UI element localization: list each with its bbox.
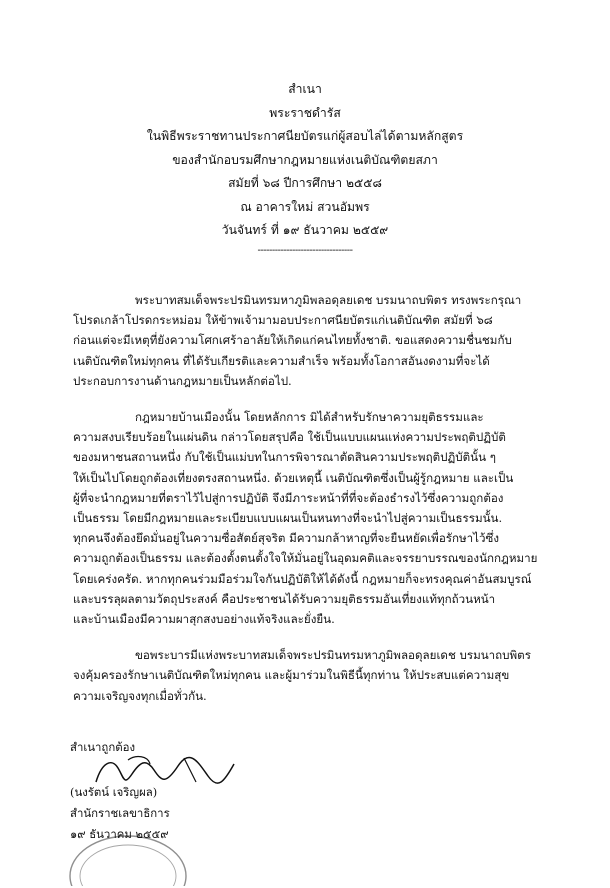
paragraph-line: ความสงบเรียบร้อยในแผ่นดิน กล่าวโดยสรุปคือ ใช้เป็นแบบแผนแห่งความประพฤติปฏิบัติ — [73, 430, 506, 445]
paragraph-line: กฎหมายบ้านเมืองนั้น โดยหลักการ มิได้สำหรับรักษาความยุติธรรมและ — [135, 410, 484, 425]
paragraph-2 — [73, 407, 551, 629]
certification-date: ๑๙ ธันวาคม ๒๕๕๙ — [70, 827, 169, 841]
paragraph-line: ทุกคนจึงต้องยึดมั่นอยู่ในความซื่อสัตย์สุจริต มีความกล้าหาญที่จะยืนหยัดเพื่อรักษาไว้ซึ่ง — [73, 531, 500, 546]
paragraph-line: และบ้านเมืองมีความผาสุกสงบอย่างแท้จริงและยั่งยืน. — [73, 612, 335, 627]
paragraph-line: โดยเคร่งครัด. หากทุกคนร่วมมือร่วมใจกันปฏิบัติให้ได้ดังนี้ กฎหมายก็จะทรงคุณค่าอันสมบูรณ์ — [73, 571, 532, 586]
header-date: วันจันทร์ ที่ ๑๙ ธันวาคม ๒๕๕๙ — [221, 223, 389, 237]
signer-office: สำนักราชเลขาธิการ — [70, 806, 170, 820]
paragraph-line: เนติบัณฑิตใหม่ทุกคน ที่ได้รับเกียรติและความสำเร็จ พร้อมทั้งโอกาสอันงดงามที่จะได้ — [73, 353, 490, 368]
header-session: สมัยที่ ๖๘ ปีการศึกษา ๒๕๕๘ — [228, 176, 382, 190]
header-ceremony: ในพิธีพระราชทานประกาศนียบัตรแก่ผู้สอบไล่ได้ตามหลักสูตร — [146, 129, 464, 143]
paragraph-line: ประกอบการงานด้านกฎหมายเป็นหลักต่อไป. — [73, 373, 292, 388]
paragraph-3 — [73, 645, 551, 706]
paragraph-1 — [73, 290, 551, 391]
paragraph-line: ผู้ที่จะนำกฎหมายที่ตราไว้ไปสู่การปฏิบัติ จึงมีภาระหน้าที่ที่จะต้องธำรงไว้ซึ่งความถูกต้อง — [73, 490, 504, 505]
certified-copy-label: สำเนาถูกต้อง — [70, 740, 136, 754]
header-copy-label: สำเนา — [288, 82, 322, 96]
header-separator: --------------------------------- — [257, 244, 353, 256]
paragraph-line: ความเจริญจงทุกเมื่อทั่วกัน. — [73, 688, 207, 703]
speech-body — [73, 290, 551, 722]
paragraph-line: จงคุ้มครองรักษาเนติบัณฑิตใหม่ทุกคน และผู้มาร่วมในพิธีนี้ทุกท่าน ให้ประสบแต่ความสุข — [73, 668, 510, 683]
document-header — [0, 78, 610, 259]
certification-block — [70, 737, 270, 845]
header-institution: ของสำนักอบรมศึกษากฎหมายแห่งเนติบัณฑิตยสภา — [172, 152, 438, 167]
signer-name: (นงรัตน์ เจริญผล) — [70, 785, 158, 799]
paragraph-line: ให้เป็นไปโดยถูกต้องเที่ยงตรงสถานหนึ่ง. ด้วยเหตุนี้ เนติบัณฑิตซึ่งเป็นผู้รู้กฎหมาย และเป็น — [73, 470, 514, 485]
paragraph-line: ขอพระบารมีแห่งพระบาทสมเด็จพระปรมินทรมหาภูมิพลอดุลยเดช บรมนาถบพิตร — [135, 648, 531, 663]
paragraph-line: โปรดเกล้าโปรดกระหม่อม ให้ข้าพเจ้ามามอบประกาศนียบัตรแก่เนติบัณฑิต สมัยที่ ๖๘ — [73, 313, 493, 328]
paragraph-line: และบรรลุผลตามวัตถุประสงค์ คือประชาชนได้รับความยุติธรรมอันเที่ยงแท้ทุกถ้วนหน้า — [73, 591, 496, 606]
header-venue: ณ อาคารใหม่ สวนอัมพร — [240, 199, 370, 214]
paragraph-line: เป็นธรรม โดยมีกฎหมายและระเบียบแบบแผนเป็นหนทางที่จะนำไปสู่ความเป็นธรรมนั้น. — [73, 511, 503, 526]
paragraph-line: พระบาทสมเด็จพระปรมินทรมหาภูมิพลอดุลยเดช บรมนาถบพิตร ทรงพระกรุณา — [135, 293, 522, 307]
paragraph-line: ของมหาชนสถานหนึ่ง กับใช้เป็นแม่บทในการพิจารณาตัดสินความประพฤติปฏิบัตินั้น ๆ — [73, 450, 496, 465]
paragraph-line: ก่อนแต่จะมีเหตุที่ยังความโศกเศร้าอาลัยให้เกิดแก่คนไทยทั้งชาติ. ขอแสดงความชื่นชมกับ — [73, 333, 512, 348]
header-title: พระราชดำรัส — [269, 105, 341, 120]
paragraph-line: ความถูกต้องเป็นธรรม และต้องตั้งตนตั้งใจให้มั่นอยู่ในอุดมคติและจรรยาบรรณของนักกฎหมาย — [73, 551, 538, 566]
